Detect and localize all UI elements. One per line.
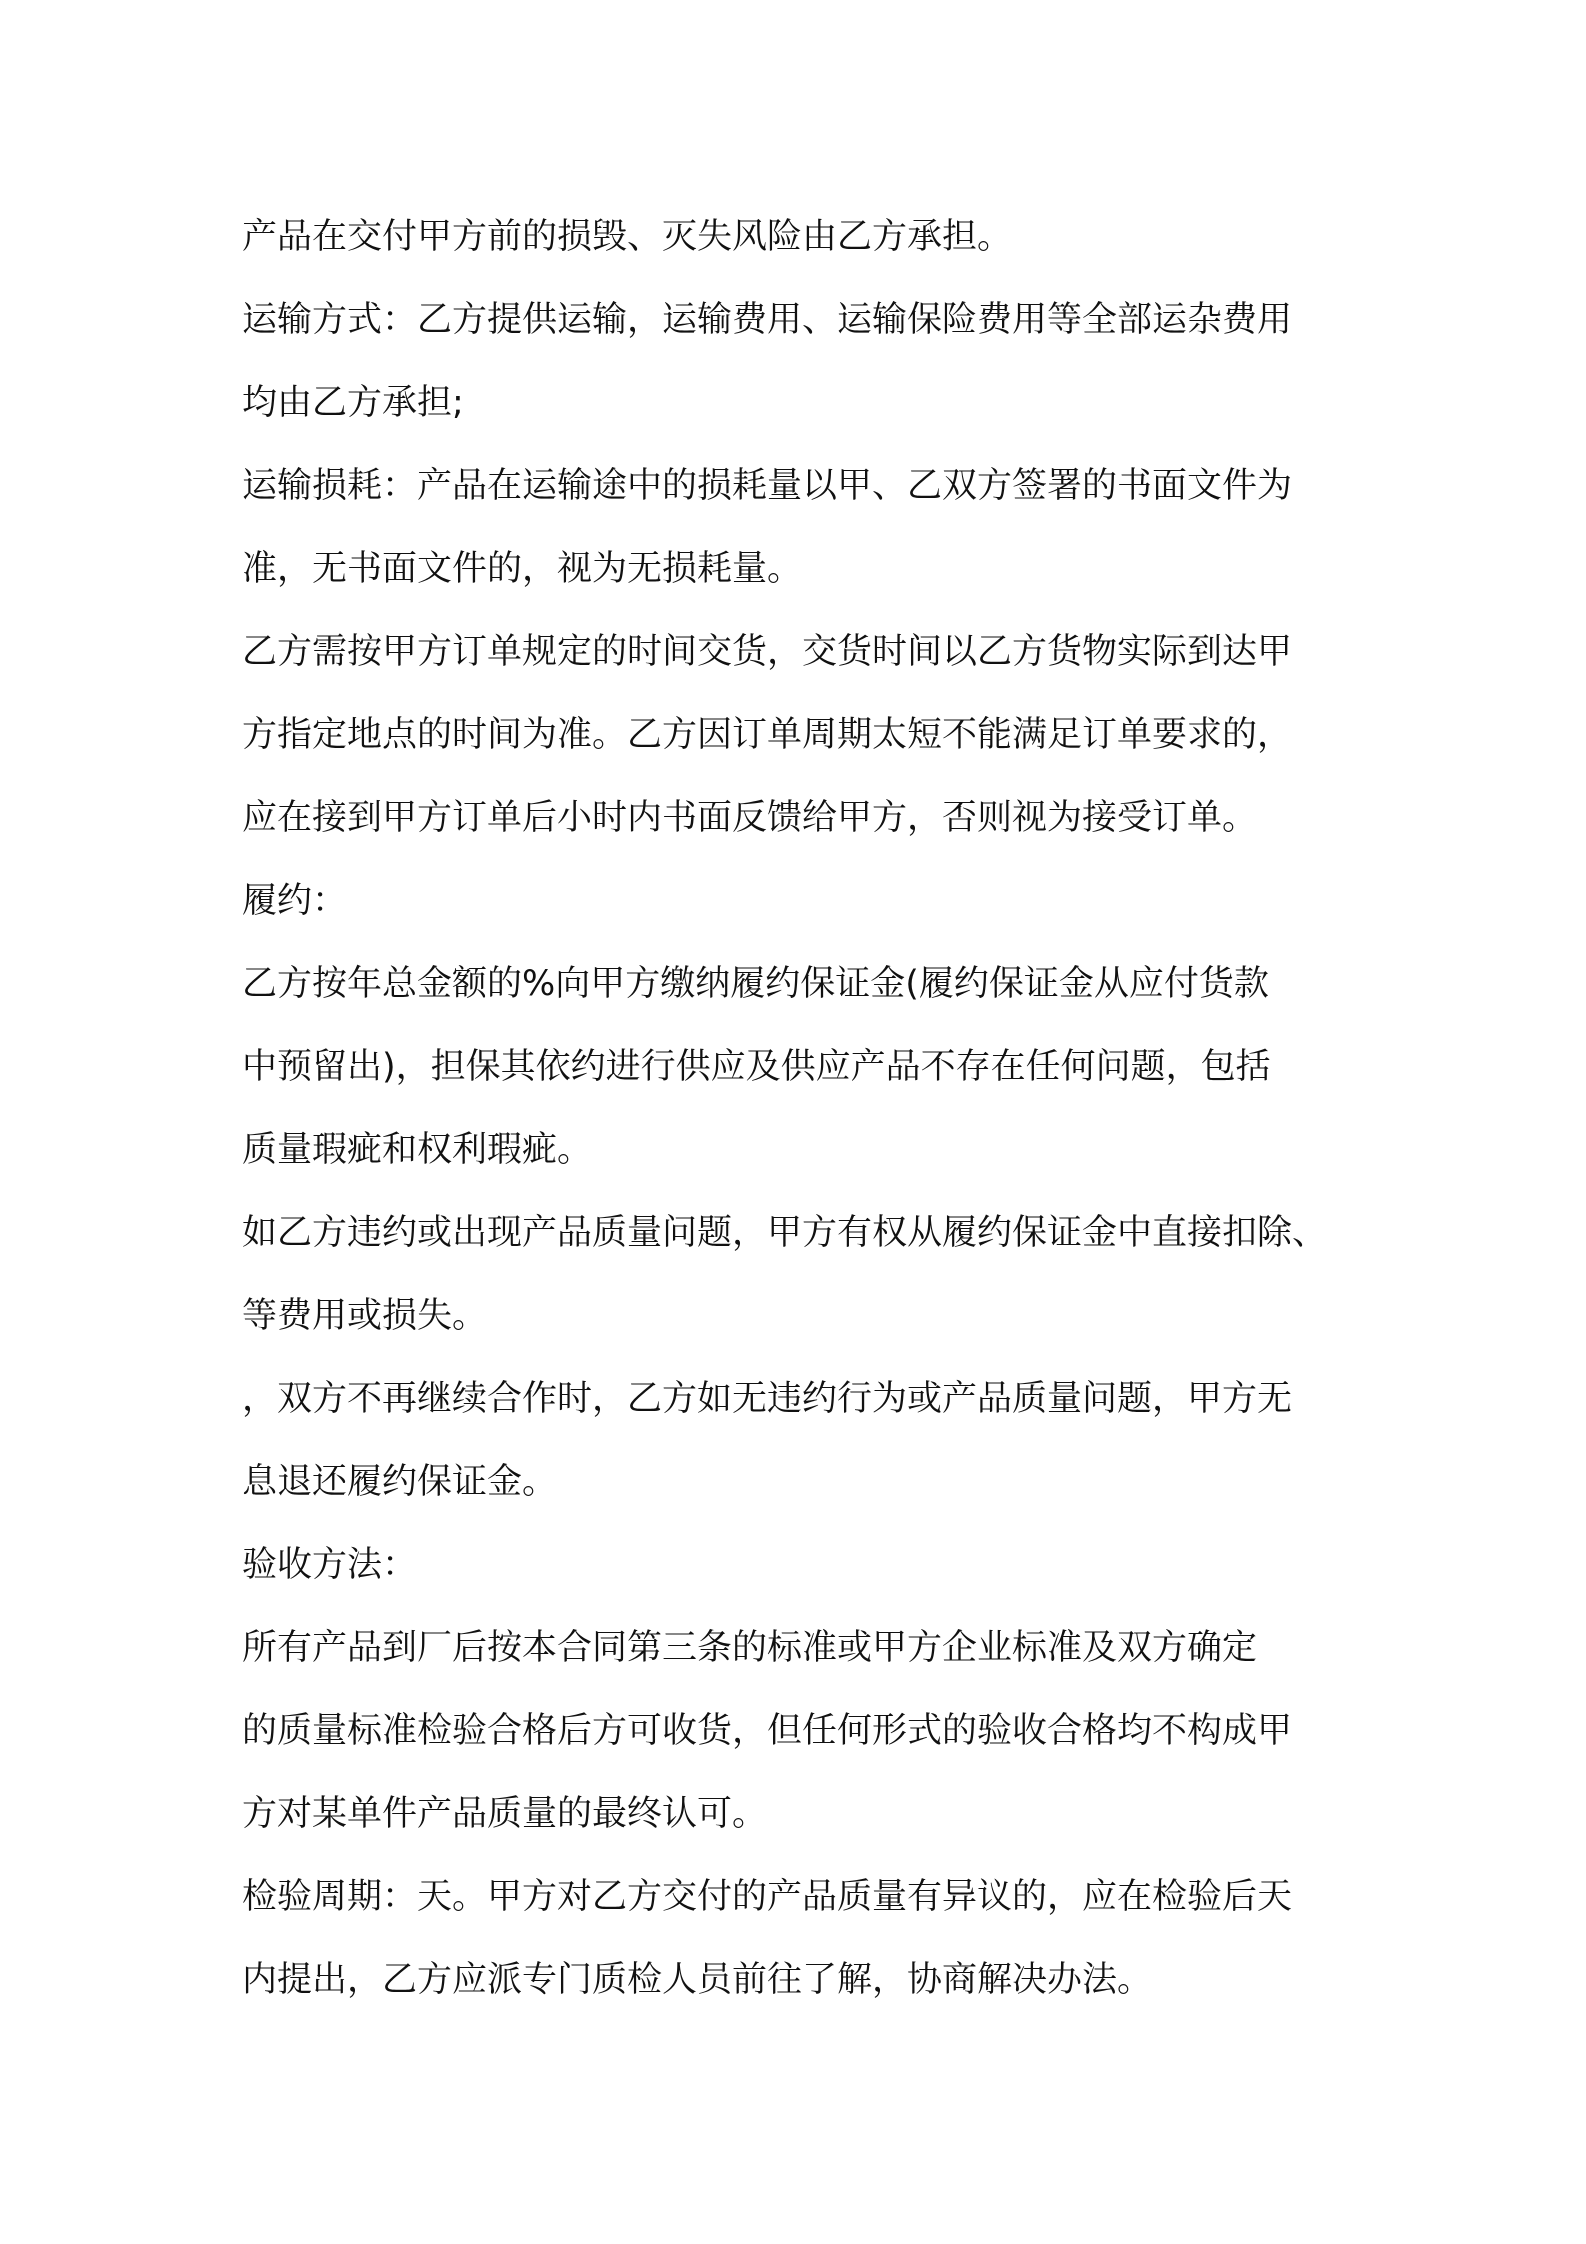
text-line: 运输方式：乙方提供运输，运输费用、运输保险费用等全部运杂费用: [242, 300, 1293, 340]
text-line: 如乙方违约或出现产品质量问题，甲方有权从履约保证金中直接扣除、: [242, 1213, 1328, 1253]
text-line: 乙方按年总金额的%向甲方缴纳履约保证金(履约保证金从应付货款: [242, 964, 1269, 1004]
text-line: 准，无书面文件的，视为无损耗量。: [242, 549, 803, 589]
text-line: 等费用或损失。: [242, 1296, 488, 1336]
text-line: ，双方不再继续合作时，乙方如无违约行为或产品质量问题，甲方无: [242, 1379, 1293, 1419]
text-line: 方指定地点的时间为准。乙方因订单周期太短不能满足订单要求的，: [242, 715, 1293, 755]
text-line: 中预留出)，担保其依约进行供应及供应产品不存在任何问题，包括: [242, 1047, 1271, 1087]
section-heading: 履约：: [242, 881, 348, 921]
section-heading: 验收方法：: [242, 1545, 418, 1585]
text-line: 方对某单件产品质量的最终认可。: [242, 1794, 768, 1834]
text-line: 质量瑕疵和权利瑕疵。: [242, 1130, 593, 1170]
text-line: 产品在交付甲方前的损毁、灭失风险由乙方承担。: [242, 217, 1013, 257]
text-line: 运输损耗：产品在运输途中的损耗量以甲、乙双方签署的书面文件为: [242, 466, 1293, 506]
text-line: 的质量标准检验合格后方可收货，但任何形式的验收合格均不构成甲: [242, 1711, 1293, 1751]
contract-text-body: [242, 196, 1382, 2022]
text-line: 内提出，乙方应派专门质检人员前往了解，协商解决办法。: [242, 1960, 1153, 2000]
text-line: 应在接到甲方订单后小时内书面反馈给甲方，否则视为接受订单。: [242, 798, 1258, 838]
text-line: 乙方需按甲方订单规定的时间交货，交货时间以乙方货物实际到达甲: [242, 632, 1293, 672]
text-line: 息退还履约保证金。: [242, 1462, 558, 1502]
text-line: 均由乙方承担;: [242, 383, 464, 423]
text-line: 检验周期：天。甲方对乙方交付的产品质量有异议的，应在检验后天: [242, 1877, 1293, 1917]
text-line: 所有产品到厂后按本合同第三条的标准或甲方企业标准及双方确定: [242, 1628, 1258, 1668]
